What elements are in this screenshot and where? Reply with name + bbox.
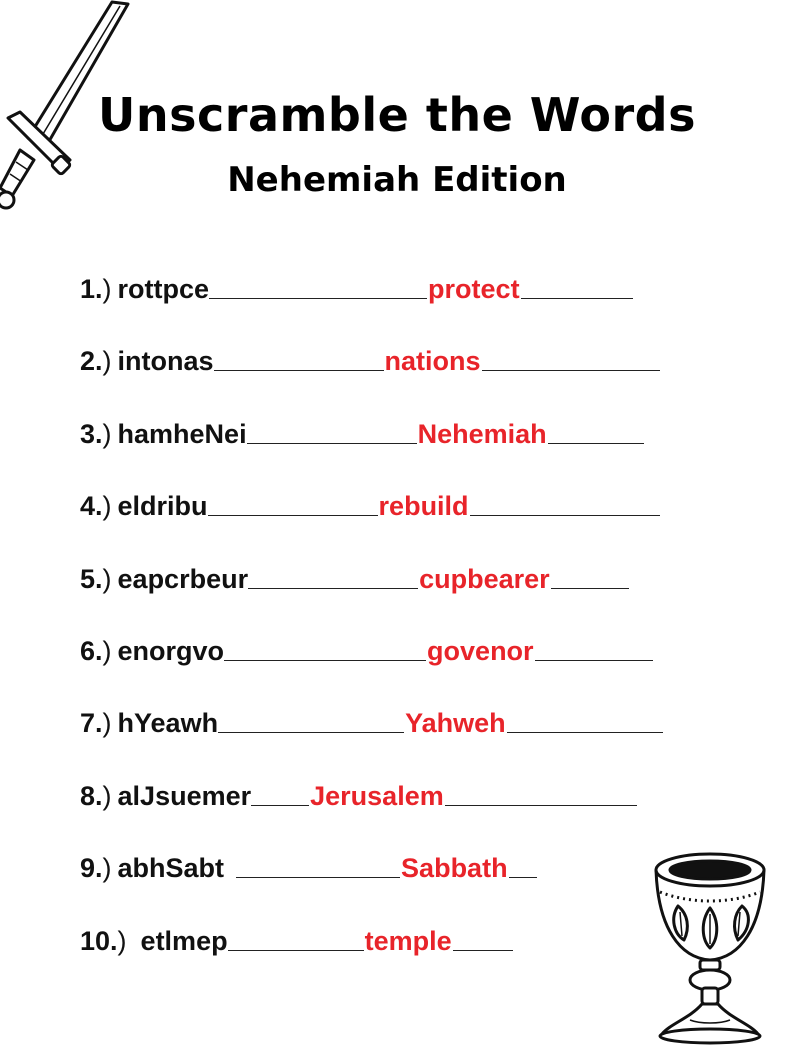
item-number: 6. xyxy=(80,636,103,666)
scrambled-word: enorgvo xyxy=(117,636,225,666)
answer-line xyxy=(209,297,427,299)
answer-word: Nehemiah xyxy=(417,419,547,449)
list-item xyxy=(80,410,644,450)
answer-line xyxy=(445,804,637,806)
answer-line xyxy=(470,514,660,516)
item-number: 8. xyxy=(80,781,103,811)
answer-line xyxy=(507,731,663,733)
answer-line xyxy=(247,442,417,444)
answer-line xyxy=(224,659,426,661)
item-paren: ) xyxy=(102,564,112,594)
worksheet-subtitle: Nehemiah Edition xyxy=(227,160,567,200)
item-number: 2. xyxy=(80,346,103,376)
answer-line xyxy=(228,949,364,951)
answer-line xyxy=(218,731,404,733)
scrambled-word: eldribu xyxy=(117,491,208,521)
chalice-icon xyxy=(650,848,770,1048)
answer-line xyxy=(453,949,513,951)
answer-word: protect xyxy=(428,274,520,304)
scrambled-word: intonas xyxy=(117,346,214,376)
answer-line xyxy=(214,369,384,371)
answer-word: cupbearer xyxy=(419,564,550,594)
scrambled-word: etlmep xyxy=(140,926,228,956)
answer-word: govenor xyxy=(427,636,534,666)
item-paren: ) xyxy=(117,926,127,956)
item-number: 9. xyxy=(80,853,103,883)
item-number: 7. xyxy=(80,708,103,738)
answer-line xyxy=(548,442,644,444)
list-item xyxy=(80,917,513,957)
list-item xyxy=(80,699,663,739)
answer-line xyxy=(236,876,400,878)
worksheet-title: Unscramble the Words xyxy=(98,88,696,142)
item-number: 3. xyxy=(80,419,103,449)
scrambled-word: hYeawh xyxy=(117,708,219,738)
item-paren: ) xyxy=(102,853,112,883)
scrambled-word: hamheNei xyxy=(117,419,247,449)
list-item xyxy=(80,627,653,667)
item-number: 4. xyxy=(80,491,103,521)
answer-word: nations xyxy=(384,346,481,376)
list-item xyxy=(80,482,660,522)
scrambled-word: rottpce xyxy=(117,274,210,304)
item-paren: ) xyxy=(102,274,112,304)
answer-line xyxy=(521,297,633,299)
item-number: 5. xyxy=(80,564,103,594)
item-number: 10. xyxy=(80,926,118,956)
answer-word: Jerusalem xyxy=(310,781,444,811)
answer-line xyxy=(509,876,537,878)
answer-line xyxy=(208,514,378,516)
answer-line xyxy=(535,659,653,661)
answer-word: temple xyxy=(364,926,452,956)
item-paren: ) xyxy=(102,708,112,738)
answer-line xyxy=(482,369,660,371)
item-paren: ) xyxy=(102,781,112,811)
answer-line xyxy=(248,587,418,589)
item-paren: ) xyxy=(102,636,112,666)
answer-word: Sabbath xyxy=(401,853,508,883)
scrambled-word: eapcrbeur xyxy=(117,564,249,594)
list-item xyxy=(80,555,629,595)
answer-line xyxy=(551,587,629,589)
item-paren: ) xyxy=(102,419,112,449)
list-item xyxy=(80,772,637,812)
list-item xyxy=(80,844,537,884)
item-paren: ) xyxy=(102,346,112,376)
scrambled-word: alJsuemer xyxy=(117,781,252,811)
item-paren: ) xyxy=(102,491,112,521)
answer-line xyxy=(251,804,309,806)
answer-word: Yahweh xyxy=(405,708,506,738)
list-item xyxy=(80,265,633,305)
item-number: 1. xyxy=(80,274,103,304)
list-item xyxy=(80,337,660,377)
scrambled-word: abhSabt xyxy=(117,853,225,883)
answer-word: rebuild xyxy=(378,491,469,521)
